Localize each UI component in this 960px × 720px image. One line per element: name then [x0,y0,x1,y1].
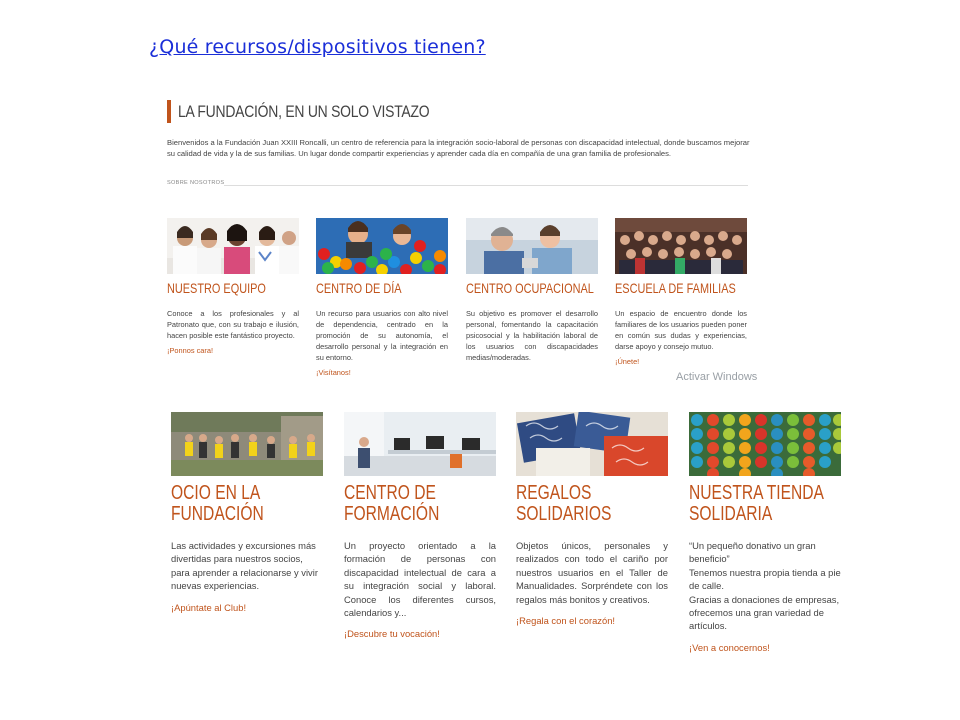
card-title[interactable]: REGALOS SOLIDARIOS [516,482,612,525]
card-description: “Un pequeño donativo un gran beneficio” Tenemos nuestra propia tienda a pie de calle. Gracias a donaciones de empresas, ofrecemos una gran variedad de artículos. [689,540,841,632]
card-link[interactable]: ¡Descubre tu vocación! [344,628,440,640]
heading-accent-bar [167,100,171,123]
card-title[interactable]: CENTRO DE DÍA [316,280,402,296]
ball-pit-photo[interactable] [316,218,448,274]
card-link[interactable]: ¡Apúntate al Club! [171,601,247,613]
card-description: Las actividades y excursiones más divertidas para nuestros socios, para aprender a relacionarse y vivir nuevas experiencias. [171,540,318,592]
workshop-photo[interactable] [466,218,598,274]
card-description: Objetos únicos, personales y realizados con todo el cariño por nuestros usuarios en el Taller de Manualidades. Sorpréndete con los regalos más bonitos y creativos. [516,540,668,605]
intro-text: Bienvenidos a la Fundación Juan XXIII Roncalli, un centro de referencia para la integración socio-laboral de personas con discapacidad intelectual, donde buscamos mejorar su calidad de vida y la de sus familias. Un lugar donde compartir experiencias y aprender cada día en compañía de una gran familia de profesionales. [167,138,750,158]
activate-windows-watermark: Activar Windows [676,371,758,383]
slide-title-link[interactable]: ¿Qué recursos/dispositivos tienen? [149,36,486,58]
card-description: Un recurso para usuarios con alto nivel de dependencia, centrado en la promoción de su autonomía, el desarrollo personal y la integración en su entorno. [316,309,448,363]
card-regalos-solidarios [516,412,668,626]
card-title[interactable]: NUESTRA TIENDA SOLIDARIA [689,482,824,525]
card-escuela-de-familias [615,218,747,366]
card-link[interactable]: ¡Visítanos! [316,368,351,378]
card-title[interactable]: CENTRO DE FORMACIÓN [344,482,440,525]
top-website-screenshot [162,92,760,390]
card-title[interactable]: OCIO EN LA FUNDACIÓN [171,482,264,525]
card-title[interactable]: CENTRO OCUPACIONAL [466,280,594,296]
divider [224,185,748,186]
card-centro-de-formacion [344,412,496,639]
card-description: Un espacio de encuentro donde los familiares de los usuarios pueden poner en común sus dudas y experiencias, darse apoyo y consejo mutuo. [615,309,747,352]
card-description: Su objetivo es promover el desarrollo personal, fomentando la capacitación psicosocial y la habilitación laboral de los usuarios con discapacidades medias/moderadas. [466,309,598,363]
card-link[interactable]: ¡Regala con el corazón! [516,615,616,627]
card-link[interactable]: ¡Únete! [615,357,640,367]
card-title[interactable]: NUESTRO EQUIPO [167,280,266,296]
gifts-photo[interactable] [516,412,668,476]
card-description: Conoce a los profesionales y al Patronato que, con su trabajo e ilusión, hacen posible este fantástico proyecto. [167,309,299,341]
outing-photo[interactable] [171,412,323,476]
team-photo[interactable] [167,218,299,274]
card-description: Un proyecto orientado a la formación de personas con discapacidad intelectual de cara a su integración social y laboral. Conoce los diferentes cursos, calendarios y... [344,540,496,619]
card-link[interactable]: ¡Ven a conocernos! [689,641,770,653]
card-link[interactable]: ¡Ponnos cara! [167,346,214,356]
card-centro-ocupacional [466,218,598,363]
about-us-label[interactable]: SOBRE NOSOTROS [167,180,225,186]
card-ocio-en-la-fundacion [171,412,323,613]
card-centro-de-dia [316,218,448,377]
card-nuestra-tienda-solidaria [689,412,841,653]
families-photo[interactable] [615,218,747,274]
section-heading: LA FUNDACIÓN, EN UN SOLO VISTAZO [178,102,430,121]
classroom-photo[interactable] [344,412,496,476]
card-nuestro-equipo [167,218,299,355]
card-title[interactable]: ESCUELA DE FAMILIAS [615,280,736,296]
beads-photo[interactable] [689,412,841,476]
